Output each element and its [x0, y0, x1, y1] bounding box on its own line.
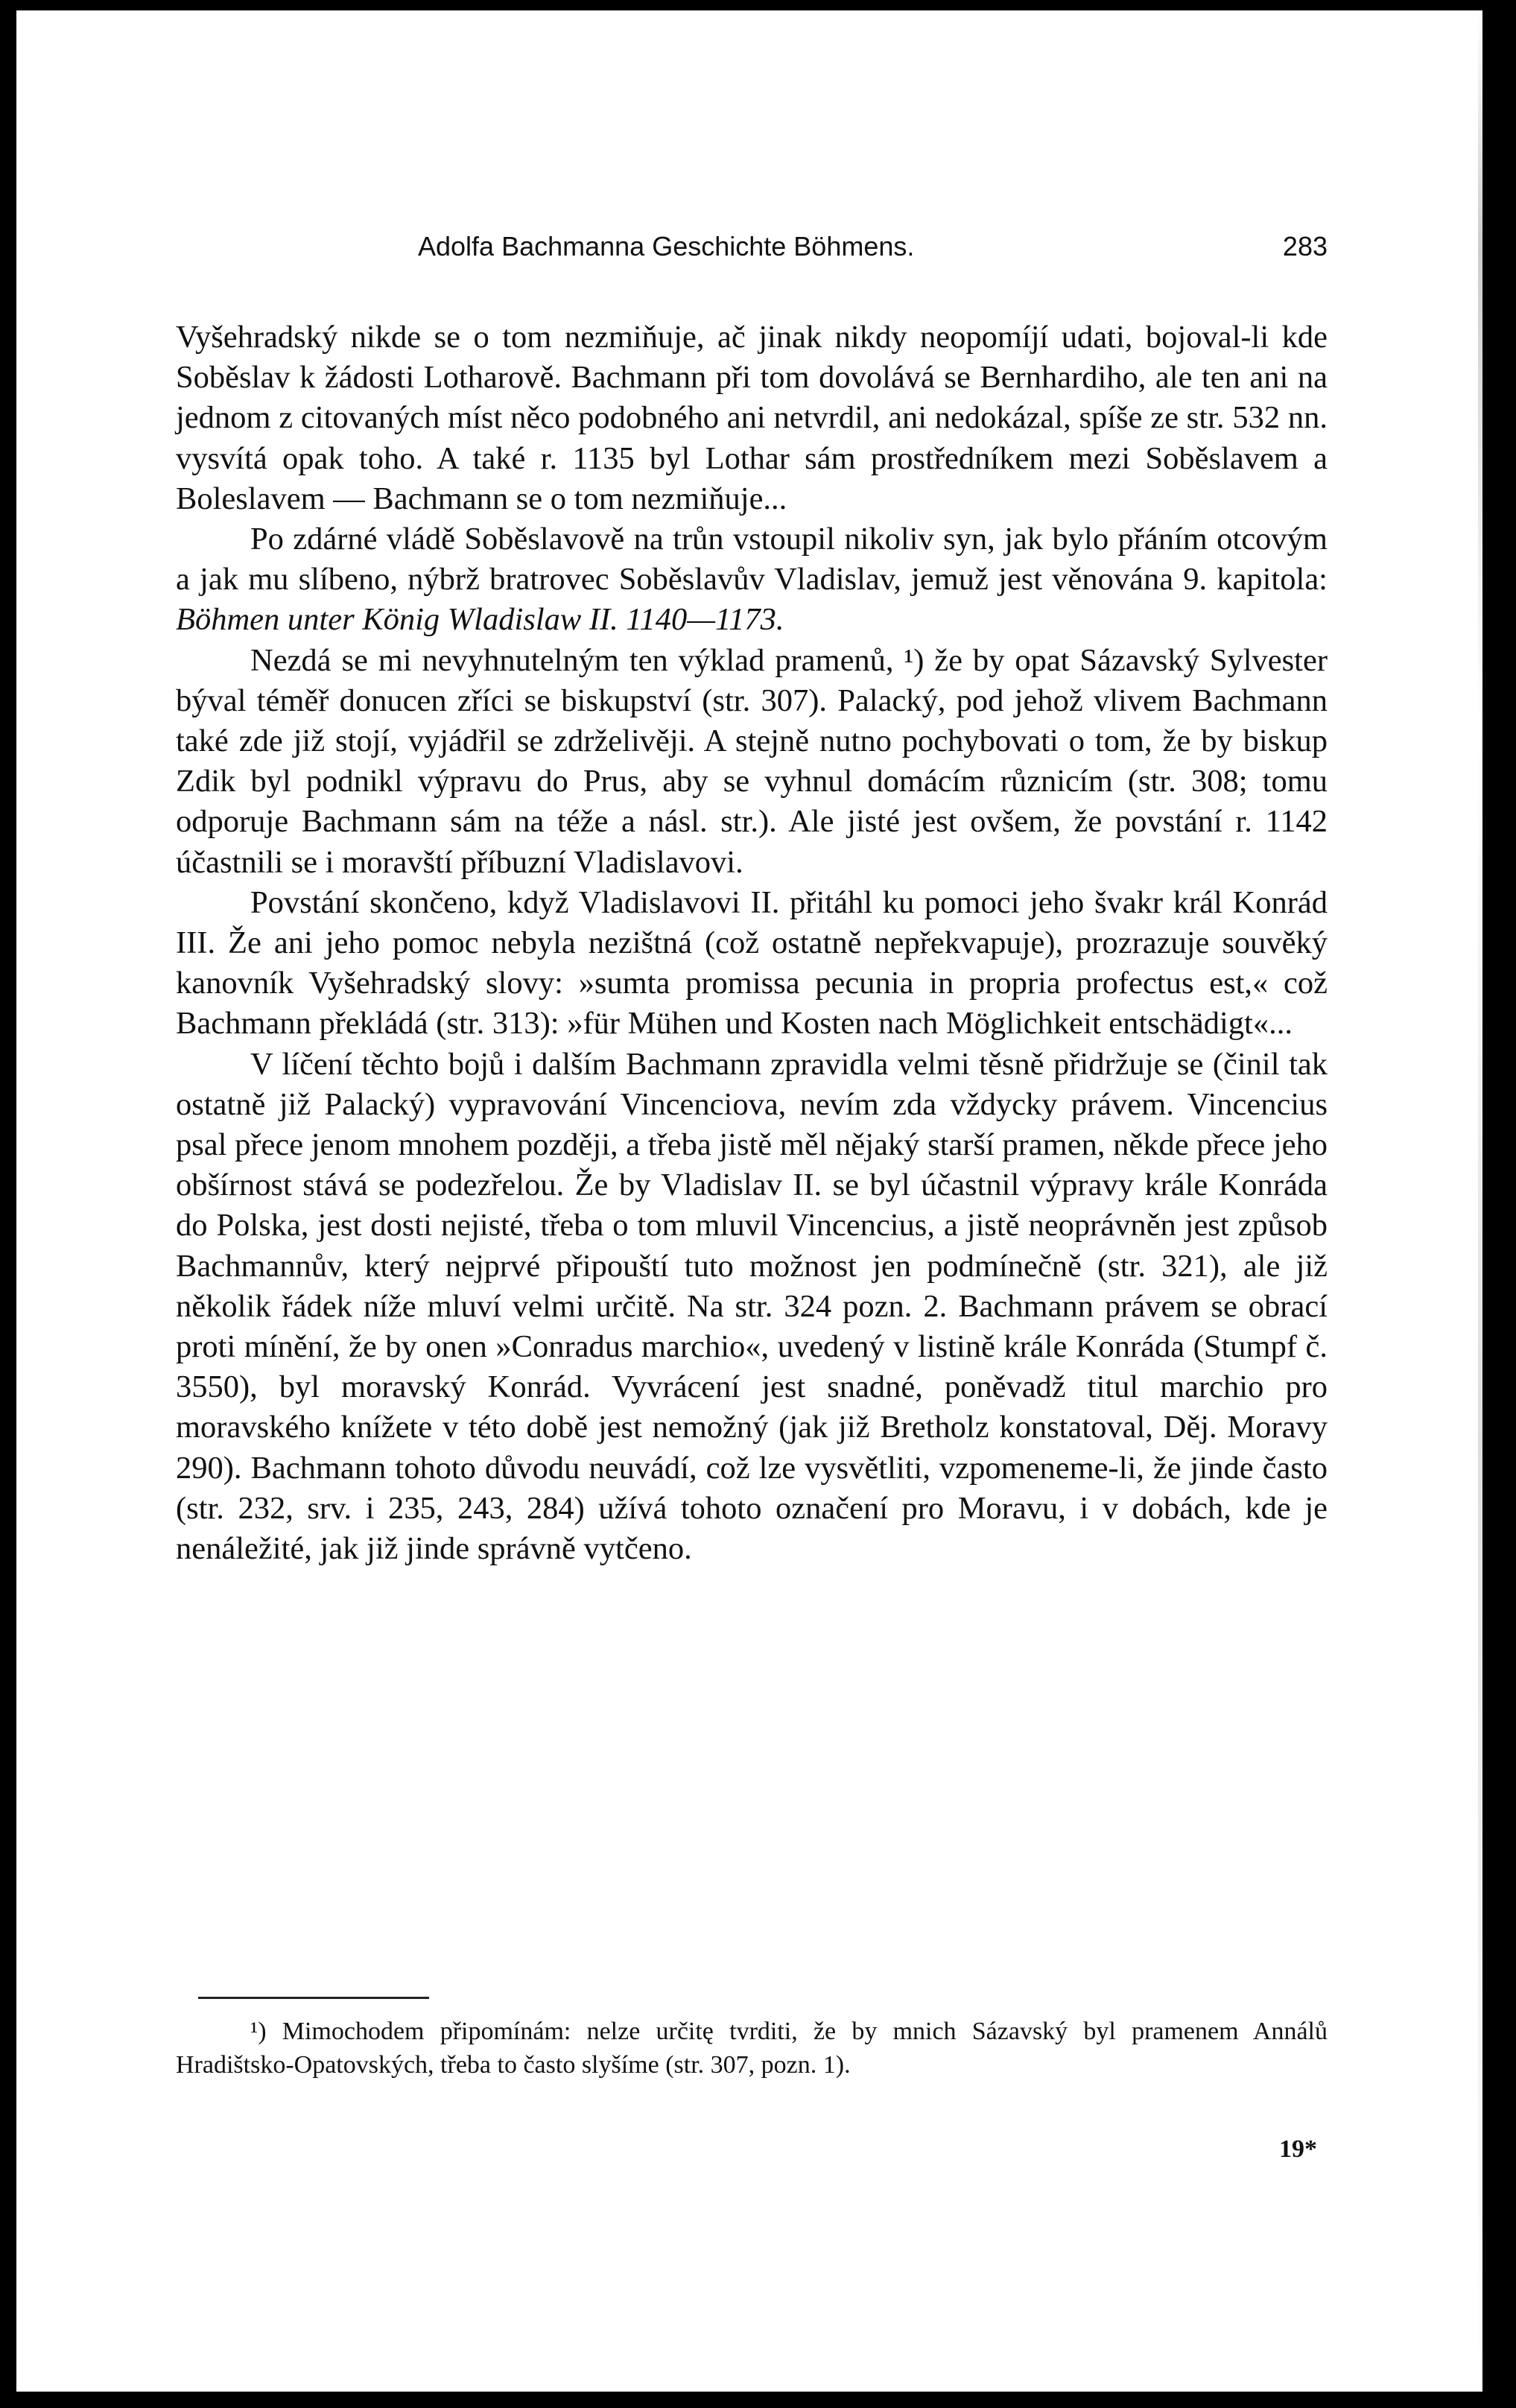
footnote: ¹) Mimochodem připomínám: nelze určitę tvrditi, že by mnich Sázavský byl pramenem Annálů Hradištsko-Opatovských, třeba to často slyšíme (str. 307, pozn. 1). — [176, 2018, 1328, 2079]
page — [16, 10, 1482, 2392]
page-edge — [1478, 10, 1482, 2392]
paragraph — [176, 519, 1328, 641]
body-text — [176, 317, 1328, 1569]
paragraph — [176, 641, 1328, 883]
text-segment: Nezdá se mi nevyhnutelným ten výklad pramenů, ¹) že by opat Sázavský Sylvester býval téměř donucen zříci se biskupství (str. 307). Palacký, pod jehož vlivem Bachmann také zde již stojí, vyjádřil se zdrželivěji. A stejně nutno pochybovati o tom, že by biskup Zdik byl podnikl výpravu do Prus, aby se vyhnul domácím různicím (str. 308; tomu odporuje Bachmann sám na téže a násl. str.). Ale jisté jest ovšem, že povstání r. 1142 účastnili se i moravští příbuzní Vladislavovi. — [176, 642, 1328, 880]
page-number: 283 — [1282, 231, 1328, 262]
footnote-divider — [198, 1997, 429, 1999]
text-segment: Vyšehradský nikde se o tom nezmiňuje, ač jinak nikdy neopomíjí udati, bojoval-li kde Soběslav k žádosti Lotharově. Bachmann při tom dovolává se Bernhardiho, ale ten ani na jednom z citovaných míst něco podobného ani netvrdil, ani nedokázal, spíše ze str. 532 nn. vysvítá opak toho. A také r. 1135 byl Lothar sám prostředníkem mezi Soběslavem a Boleslavem — Bachmann se o tom nezmiňuje... — [176, 320, 1328, 516]
running-head — [176, 231, 1328, 276]
paragraph — [176, 883, 1328, 1045]
text-segment: Povstání skončeno, když Vladislavovi II. přitáhl ku pomoci jeho švakr král Konrád III. Že ani jeho pomoc nebyla nezištná (což ostatně nepřekvapuje), prozrazuje souvěký kanovník Vyšehradský slovy: »sumta promissa pecunia in propria profectus est,« což Bachmann překládá (str. 313): »für Mühen und Kosten nach Möglichkeit entschädigt«... — [176, 884, 1328, 1042]
text-segment: Po zdárné vládě Soběslavově na trůn vstoupil nikoliv syn, jak bylo přáním otcovým a jak mu slíbeno, nýbrž bratrovec Soběslavův Vladislav, jemuž jest věnována 9. kapitola: — [176, 522, 1328, 598]
paragraph — [176, 1045, 1328, 1570]
text-segment: V líčení těchto bojů i dalším Bachmann zpravidla velmi těsně přidržuje se (činil tak ostatně již Palacký) vypravování Vincenciova, nevím zda vždycky právem. Vincencius psal přece jenom mnohem později, a třeba jistě měl nějaký starší pramen, někde přece jeho obšírnost stává se podezřelou. Že by Vladislav II. se byl účastnil výpravy krále Konráda do Polska, jest dosti nejisté, třeba o tom mluvil Vincencius, a jistě neoprávněn jest způsob Bachmannův, který nejprvé připouští tuto možnost jen podmínečně (str. 321), ale již několik řádek níže mluví velmi určitě. Na str. 324 pozn. 2. Bachmann právem se obrací proti mínění, že by onen »Conradus marchio«, uvedený v listině krále Konráda (Stumpf č. 3550), byl moravský Konrád. Vyvrácení jest snadné, poněvadž titul marchio pro moravského knížete v této době jest nemožný (jak již Bretholz konstatoval, Děj. Moravy 290). Bachmann tohoto důvodu neuvádí, což lze vysvětliti, vzpomeneme-li, že jinde často (str. 232, srv. i 235, 243, 284) užívá tohoto označení pro Moravu, i v dobách, kde je nenáležité, jak již jinde správně vytčeno. — [176, 1046, 1328, 1567]
book-title-italic: Böhmen unter König Wladislaw II. 1140—1173. — [176, 602, 784, 638]
running-head-title: Adolfa Bachmanna Geschichte Böhmens. — [418, 231, 915, 262]
paragraph — [176, 317, 1328, 519]
signature-mark: 19* — [1279, 2135, 1317, 2163]
